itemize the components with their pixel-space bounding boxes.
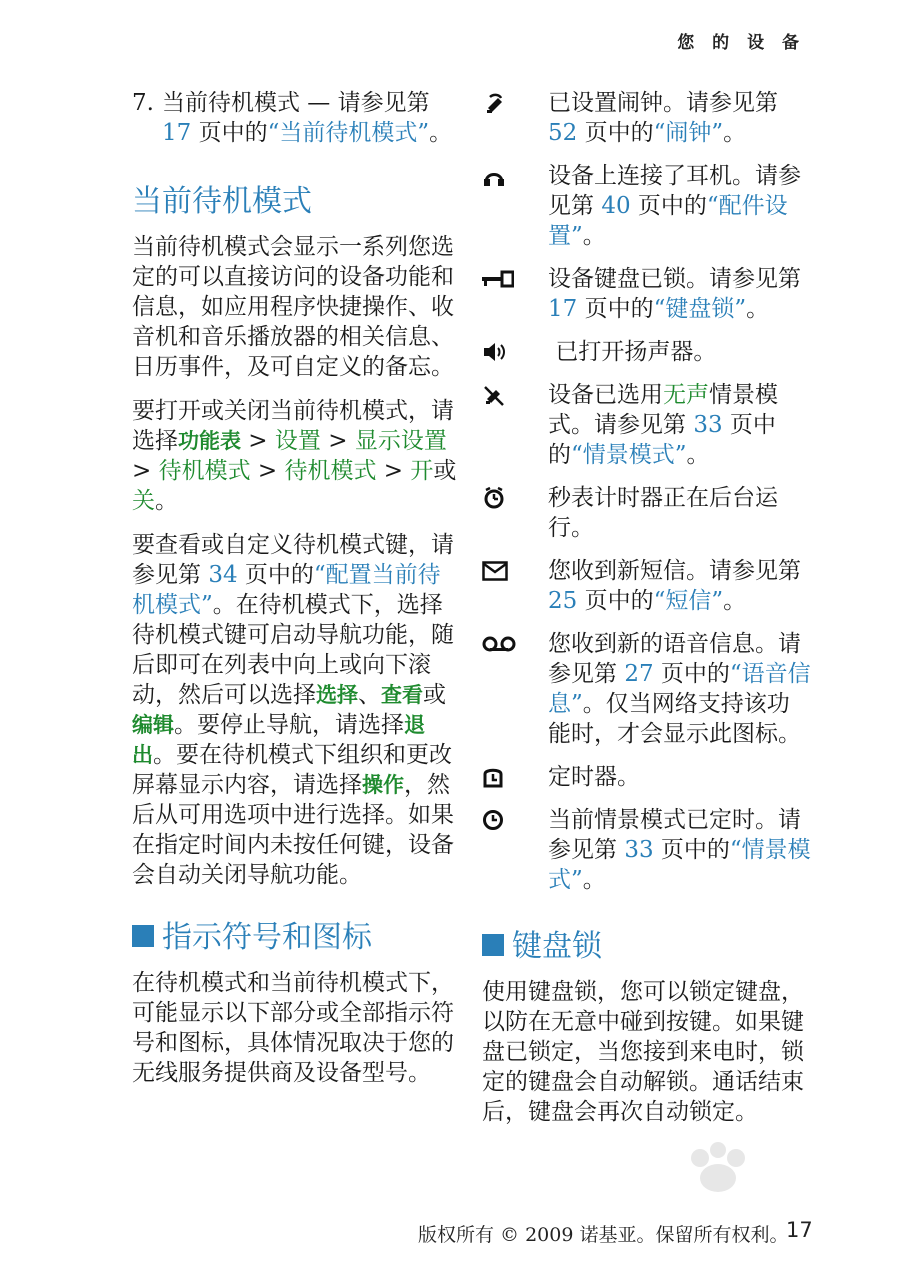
- voicemail-icon: [482, 629, 548, 659]
- page-ref-link[interactable]: 17: [162, 120, 192, 146]
- text-end: 。: [155, 488, 178, 514]
- text: 当前情景模式已定时。请参见第: [548, 807, 801, 863]
- indicator-sms: [482, 556, 812, 616]
- text: 已打开扬声器。: [555, 339, 717, 365]
- watermark-logo: [660, 1138, 850, 1208]
- item7-end: 。: [429, 120, 453, 146]
- profile-name-silent: 无声: [663, 382, 709, 408]
- menu-path-standby: 待机模式: [158, 458, 251, 484]
- text: 。: [686, 442, 710, 468]
- stopwatch-icon: [482, 483, 548, 513]
- indicator-silent: [482, 380, 812, 470]
- indicator-text: [548, 161, 812, 251]
- text: 。要停止导航，请选择: [174, 712, 404, 738]
- menu-path-display: 显示设置: [354, 428, 447, 454]
- text: 。要在待机模式下组织和更改屏幕显示内容，请选择: [132, 742, 452, 798]
- item7-text-2: 页中的: [191, 120, 268, 146]
- heading-square-bullet: [132, 925, 154, 947]
- separator: >: [250, 458, 285, 484]
- xref-link-profiles[interactable]: “情景模式”: [571, 442, 687, 468]
- text: 。: [723, 120, 747, 146]
- separator: >: [320, 428, 355, 454]
- section-heading-keyguard: [482, 929, 812, 965]
- xref-link-configure-standby[interactable]: “配置当前待机模式”: [132, 562, 441, 618]
- paragraph-indicators-intro: 在待机模式和当前待机模式下，可能显示以下部分或全部指示符号和图标，具体情况取决于您的无线服务提供商及设备型号。: [132, 970, 454, 1086]
- text: 页中的: [237, 562, 314, 588]
- page-ref-link[interactable]: 34: [208, 562, 238, 588]
- footer-copyright: 版权所有 © 2009 诺基亚。保留所有权利。: [418, 1224, 789, 1246]
- text: 设备已选用: [548, 382, 663, 408]
- alarm-bell-icon: [482, 88, 548, 118]
- xref-link-messages[interactable]: “短信”: [653, 588, 724, 614]
- indicator-timer: [482, 762, 812, 792]
- page-ref-link[interactable]: 25: [548, 588, 578, 614]
- xref-link-standby[interactable]: “当前待机模式”: [267, 120, 430, 146]
- list-item-7: [132, 88, 462, 148]
- page-ref-link[interactable]: 40: [601, 193, 631, 219]
- section-heading-active-standby: 当前待机模式: [132, 184, 312, 219]
- text: 、: [358, 682, 381, 708]
- text: 页中的: [653, 661, 730, 687]
- separator: >: [241, 428, 275, 454]
- text: 您收到新短信。请参见第: [548, 558, 801, 584]
- clock-icon: [482, 805, 548, 835]
- indicator-alarm: [482, 88, 812, 148]
- page-ref-link[interactable]: 27: [624, 661, 654, 687]
- separator: >: [376, 458, 411, 484]
- heading-text: 指示符号和图标: [162, 920, 372, 955]
- text: 设备上连接了耳机。请参见第: [548, 163, 801, 219]
- text: 设备键盘已锁。请参见第: [548, 266, 801, 292]
- indicator-text: 定时器。: [548, 764, 640, 790]
- indicator-stopwatch: [482, 483, 812, 543]
- indicator-text: [548, 337, 812, 367]
- indicator-voicemail: [482, 629, 812, 749]
- indicator-headset: [482, 161, 812, 251]
- text: 页中的: [630, 193, 707, 219]
- xref-link-keyguard[interactable]: “键盘锁”: [653, 296, 747, 322]
- indicator-text: [548, 88, 812, 148]
- indicator-text: [548, 629, 812, 749]
- indicator-text: [548, 556, 812, 616]
- timer-icon: [482, 762, 548, 792]
- heading-text: 键盘锁: [512, 929, 602, 964]
- softkey-options: 操作: [362, 773, 404, 797]
- text: ，然后从可用选项中进行选择。如果在指定时间内未按任何键，设备会自动关闭导航功能。: [132, 772, 454, 888]
- text: 页中的: [577, 296, 654, 322]
- paragraph-standby-navigation: [132, 530, 462, 890]
- menu-option-on: 开: [410, 458, 434, 484]
- item7-text: 当前待机模式 — 请参见第: [162, 90, 430, 116]
- softkey-edit: 编辑: [132, 713, 174, 737]
- menu-path-menu: 功能表: [178, 429, 241, 453]
- paragraph-standby-intro: 当前待机模式会显示一系列您选定的可以直接访问的设备功能和信息，如应用程序快捷操作、收音机和音乐播放器的相关信息、日历事件，及可自定义的备忘。: [132, 234, 454, 380]
- headset-icon: [482, 161, 548, 191]
- list-number: 7.: [132, 90, 154, 116]
- text: 页中的: [577, 588, 654, 614]
- text-or: 或: [433, 458, 457, 484]
- page-ref-link[interactable]: 52: [548, 120, 578, 146]
- page-ref-link[interactable]: 33: [693, 412, 723, 438]
- text: 您收到新的语音信息。请参见第: [548, 631, 801, 687]
- text: 情景模式。请参见第: [548, 382, 778, 438]
- page-number: 17: [786, 1218, 813, 1242]
- softkey-view: 查看: [381, 683, 423, 707]
- heading-square-bullet: [482, 934, 504, 956]
- page-ref-link[interactable]: 17: [548, 296, 578, 322]
- text: 。: [746, 296, 770, 322]
- softkey-exit: 退出: [132, 713, 425, 767]
- list-item-text: [162, 88, 452, 148]
- menu-option-off: 关: [132, 488, 155, 514]
- text: 页中的: [577, 120, 654, 146]
- xref-link-alarm[interactable]: “闹钟”: [653, 120, 724, 146]
- indicator-timed-profile: [482, 805, 812, 895]
- envelope-icon: [482, 556, 548, 586]
- text: 。: [582, 867, 606, 893]
- key-icon: [482, 264, 548, 294]
- left-column: [132, 88, 462, 1102]
- text: 或: [423, 682, 446, 708]
- text: 。仅当网络支持该功能时，才会显示此图标。: [548, 691, 801, 747]
- menu-path-settings: 设置: [274, 428, 321, 454]
- paragraph-keyguard: 使用键盘锁，您可以锁定键盘，以防在无意中碰到按键。如果键盘已锁定，当您接到来电时，锁定的键盘会自动解锁。通话结束后，键盘会再次自动锁定。: [482, 979, 804, 1125]
- text: 要打开或关闭当前待机模式，请选择: [132, 398, 454, 454]
- running-header: 您 的 设 备: [677, 33, 805, 53]
- indicator-text: [548, 264, 812, 324]
- text: 。: [582, 223, 606, 249]
- xref-link-profiles[interactable]: “情景模式”: [548, 837, 811, 893]
- paragraph-standby-toggle: [132, 396, 462, 516]
- text: 。在待机模式下，选择待机模式键可启动导航功能，随后即可在列表中向上或向下滚动，然后可以选择: [132, 592, 454, 708]
- text: 。: [723, 588, 747, 614]
- separator: >: [132, 458, 159, 484]
- menu-path-standby-mode: 待机模式: [284, 458, 377, 484]
- indicator-text: [548, 380, 812, 470]
- indicator-text: [548, 805, 812, 895]
- page-ref-link[interactable]: 33: [624, 837, 654, 863]
- xref-link-voice-messages[interactable]: “语音信息”: [548, 661, 811, 717]
- indicator-text: 秒表计时器正在后台运行。: [548, 485, 778, 541]
- text: 要查看或自定义待机模式键，请参见第: [132, 532, 454, 588]
- text: 已设置闹钟。请参见第: [548, 90, 778, 116]
- indicator-keylock: [482, 264, 812, 324]
- xref-link-accessories[interactable]: “配件设置”: [548, 193, 788, 249]
- text: 页中的: [548, 412, 776, 468]
- silent-icon: [482, 380, 548, 410]
- softkey-select: 选择: [316, 683, 358, 707]
- section-heading-indicators: [132, 920, 462, 956]
- text: 页中的: [653, 837, 730, 863]
- indicator-speaker: [482, 337, 812, 367]
- speaker-icon: [482, 337, 548, 367]
- right-column: [482, 88, 812, 1141]
